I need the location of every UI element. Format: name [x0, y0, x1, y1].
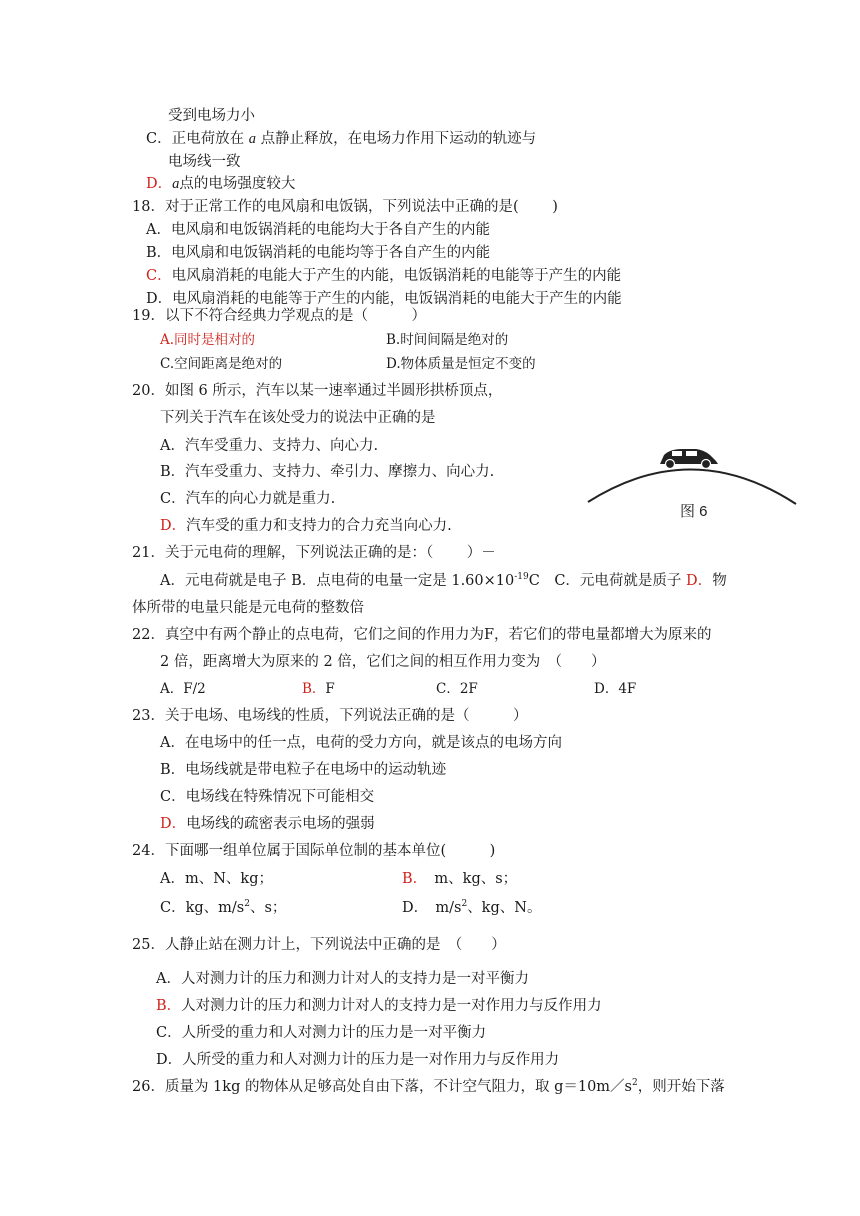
answer-mark: B． [302, 681, 326, 697]
q17-option-b-continued: 受到电场力小 [168, 108, 255, 124]
q20-option-c: C．汽车的向心力就是重力. [160, 491, 336, 507]
q18-option-b: B．电风扇和电饭锅消耗的电能均等于各自产生的内能 [146, 245, 491, 261]
q18-option-a: A．电风扇和电饭锅消耗的电能均大于各自产生的内能 [146, 222, 490, 238]
q25-option-c: C．人所受的重力和人对测力计的压力是一对平衡力 [156, 1025, 487, 1041]
q20-option-d: D．汽车受的重力和支持力的合力充当向心力. [160, 518, 452, 534]
q23-option-a: A．在电场中的任一点，电荷的受力方向，就是该点的电场方向 [160, 735, 562, 751]
figure-6-arch-bridge [586, 442, 798, 530]
answer-mark: D． [160, 816, 187, 832]
q20-option-b: B．汽车受重力、支持力、牵引力、摩擦力、向心力. [160, 464, 495, 480]
q24-option-d: D． $m/s^2$、kg、N。 [402, 899, 542, 916]
q21-options-line2: 体所带的电量只能是元电荷的整数倍 [132, 600, 364, 616]
q22-stem-line1: 22．真空中有两个静止的点电荷，它们之间的作用力为F，若它们的带电量都增大为原来的 [132, 627, 712, 643]
q18-stem: 18．对于正常工作的电风扇和电饭锅，下列说法中正确的是( ) [132, 199, 558, 215]
q17-option-c-continued: 电场线一致 [168, 154, 241, 170]
q23-option-b: B．电场线就是带电粒子在电场中的运动轨迹 [160, 762, 447, 778]
q17-option-d: D．a点的电场强度较大 [146, 176, 296, 192]
q22-option-b: B．F [302, 681, 335, 697]
answer-mark: B． [156, 998, 182, 1014]
q23-stem: 23．关于电场、电场线的性质，下列说法正确的是（ ） [132, 708, 528, 724]
q20-stem-line1: 20．如图 6 所示，汽车以某一速率通过半圆形拱桥顶点， [132, 383, 503, 399]
figure-label: 图 6 [680, 503, 708, 520]
answer-mark: D． [146, 176, 173, 192]
q23-option-c: C．电场线在特殊情况下可能相交 [160, 789, 375, 805]
q22-stem-line2: 2 倍，距离增大为原来的 2 倍，它们之间的相互作用力变为 （ ） [160, 654, 606, 670]
q26-stem: 26．质量为 1kg 的物体从足够高处自由下落，不计空气阻力，取 $g=10m/s^2$，则开始下落 [132, 1078, 725, 1095]
q21-options-line1: A．元电荷就是电子 B．点电荷的电量一定是 $1.60\times 10^{-19}C$ C．元电荷就是质子 D．物 [160, 572, 727, 589]
q25-stem: 25．人静止站在测力计上，下列说法中正确的是 （ ） [132, 937, 506, 953]
q18-option-c: C．电风扇消耗的电能大于产生的内能，电饭锅消耗的电能等于产生的内能 [146, 268, 622, 284]
q24-option-b: B． m、kg、s； [402, 871, 518, 887]
q22-option-d: D．4F [594, 681, 637, 697]
q24-stem: 24．下面哪一组单位属于国际单位制的基本单位( ) [132, 843, 496, 859]
q25-option-d: D．人所受的重力和人对测力计的压力是一对作用力与反作用力 [156, 1052, 560, 1068]
answer-mark: C． [146, 268, 172, 284]
q24-option-c: C．kg、$m/s^2$、s； [160, 899, 287, 916]
q25-option-b: B．人对测力计的压力和测力计对人的支持力是一对作用力与反作用力 [156, 998, 602, 1014]
q21-stem: 21．关于元电荷的理解，下列说法正确的是：（ ）－ [132, 545, 496, 561]
answer-mark: D． [686, 573, 713, 589]
q18-option-d: D．电风扇消耗的电能等于产生的内能，电饭锅消耗的电能大于产生的内能 [146, 291, 622, 307]
car-icon [660, 449, 718, 469]
q20-stem-line2: 下列关于汽车在该处受力的说法中正确的是 [160, 410, 436, 426]
q24-option-a: A．m、N、kg； [160, 871, 273, 887]
answer-mark: D． [160, 518, 187, 534]
q23-option-d: D．电场线的疏密表示电场的强弱 [160, 816, 375, 832]
q25-option-a: A．人对测力计的压力和测力计对人的支持力是一对平衡力 [156, 971, 529, 987]
q19-option-d: D.物体质量是恒定不变的 [386, 356, 536, 372]
q20-option-a: A．汽车受重力、支持力、向心力. [160, 438, 379, 454]
q17-option-c: C．正电荷放在 a 点静止释放，在电场力作用下运动的轨迹与 [146, 131, 537, 147]
answer-mark: B． [402, 871, 420, 887]
q19-option-b: B.时间间隔是绝对的 [386, 332, 509, 348]
q19-stem: 19．以下不符合经典力学观点的是（ ） [132, 308, 426, 324]
q22-option-c: C．2F [436, 681, 478, 697]
q22-option-a: A．F/2 [160, 681, 206, 697]
bridge-arch [588, 469, 796, 504]
q19-option-a: A.同时是相对的 [160, 332, 256, 348]
q19-option-c: C.空间距离是绝对的 [160, 356, 283, 372]
